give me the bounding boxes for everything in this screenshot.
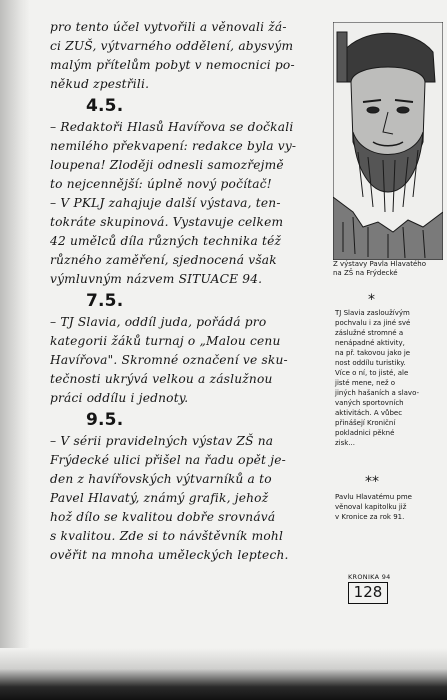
note-line: nost oddílu turistiky. — [335, 359, 406, 367]
side-note-1 — [335, 308, 441, 448]
note-line: věnoval kapitolku již — [335, 503, 407, 511]
note-line: pochvalu i za jiné své — [335, 319, 411, 327]
text-line: kategorii žáků turnaj o „Malou cenu — [50, 334, 281, 348]
text-line: malým přítelům pobyt v nemocnici po- — [50, 58, 295, 72]
text-line: pro tento účel vytvořili a věnovali žá- — [50, 20, 287, 34]
note-line: záslužné stromné a — [335, 329, 404, 337]
text-line: různého zaměření, sjednocená však — [50, 253, 277, 267]
text-line: – Redaktoři Hlasů Havířova se dočkali — [50, 120, 294, 134]
text-line: ci ZUŠ, výtvarného oddělení, abysvým — [50, 39, 294, 53]
text-line: s kvalitou. Zde si to návštěvník mohl — [50, 529, 284, 543]
note-line: jiných hašaních a slavo- — [335, 389, 420, 397]
text-line: 42 umělců díla různých technika též — [50, 234, 282, 248]
text-line: to nejcennější: úplně nový počítač! — [50, 177, 272, 191]
side-note-2 — [335, 492, 441, 522]
note-line: nenápadné aktivity, — [335, 339, 405, 347]
text-line: Frýdecké ulici přišel na řadu opět je- — [50, 453, 286, 467]
note-line: Pavlu Hlavatému pme — [335, 493, 412, 501]
caption-line: na ZŠ na Frýdecké — [333, 269, 398, 277]
note-line: zisk... — [335, 439, 355, 447]
kronika-label: KRONIKA 94 — [348, 573, 391, 581]
text-line: den z havířovských výtvarníků a to — [50, 472, 272, 486]
main-text-column — [50, 18, 328, 565]
note-line: pokladnici pěkné — [335, 429, 395, 437]
text-line: Havířova". Skromné označení ve sku- — [50, 353, 288, 367]
text-line: loupena! Zloději odnesli samozřejmě — [50, 158, 284, 172]
date-heading: 9.5. — [86, 410, 124, 430]
text-line: – V sérii pravidelných výstav ZŠ na — [50, 434, 274, 448]
text-line: výmluvným názvem SITUACE 94. — [50, 272, 263, 286]
note-line: přinášejí Kroniční — [335, 419, 396, 427]
note-line: na př. takovou jako je — [335, 349, 411, 357]
note-line: vaných sportovních — [335, 399, 404, 407]
text-line: hož dílo se kvalitou dobře srovnává — [50, 510, 276, 524]
note-line: jisté mene, než o — [335, 379, 396, 387]
double-asterisk-mark: ** — [365, 474, 379, 490]
text-line: – TJ Slavia, oddíl juda, pořádá pro — [50, 315, 267, 329]
text-line: – V PKLJ zahajuje další výstava, ten- — [50, 196, 281, 210]
date-heading: 4.5. — [86, 96, 124, 116]
text-line: práci oddílu i jednoty. — [50, 391, 189, 405]
note-line: v Kronice za rok 91. — [335, 513, 405, 521]
note-line: Více o ní, to jisté, ale — [335, 369, 409, 377]
portrait-etching-image — [333, 22, 443, 260]
text-line: Pavel Hlavatý, známý grafik, jehož — [50, 491, 269, 505]
page-bottom-shadow — [0, 648, 447, 700]
text-line: tokráte skupinová. Vystavuje celkem — [50, 215, 284, 229]
text-line: někud zpestřili. — [50, 77, 150, 91]
date-heading: 7.5. — [86, 291, 124, 311]
note-line: TJ Slavia zasloužívým — [335, 309, 410, 317]
note-line: aktivitách. A vůbec — [335, 409, 403, 417]
page-number: 128 — [348, 582, 388, 604]
text-line: tečnosti ukrývá velkou a záslužnou — [50, 372, 273, 386]
portrait-caption — [333, 260, 443, 278]
text-line: ověřit na mnoha uměleckých leptech. — [50, 548, 289, 562]
page-gutter-shadow — [0, 0, 30, 700]
text-line: nemilého překvapení: redakce byla vy- — [50, 139, 297, 153]
caption-line: Z výstavy Pavla Hlavatého — [333, 260, 426, 268]
asterisk-mark: * — [368, 292, 375, 308]
